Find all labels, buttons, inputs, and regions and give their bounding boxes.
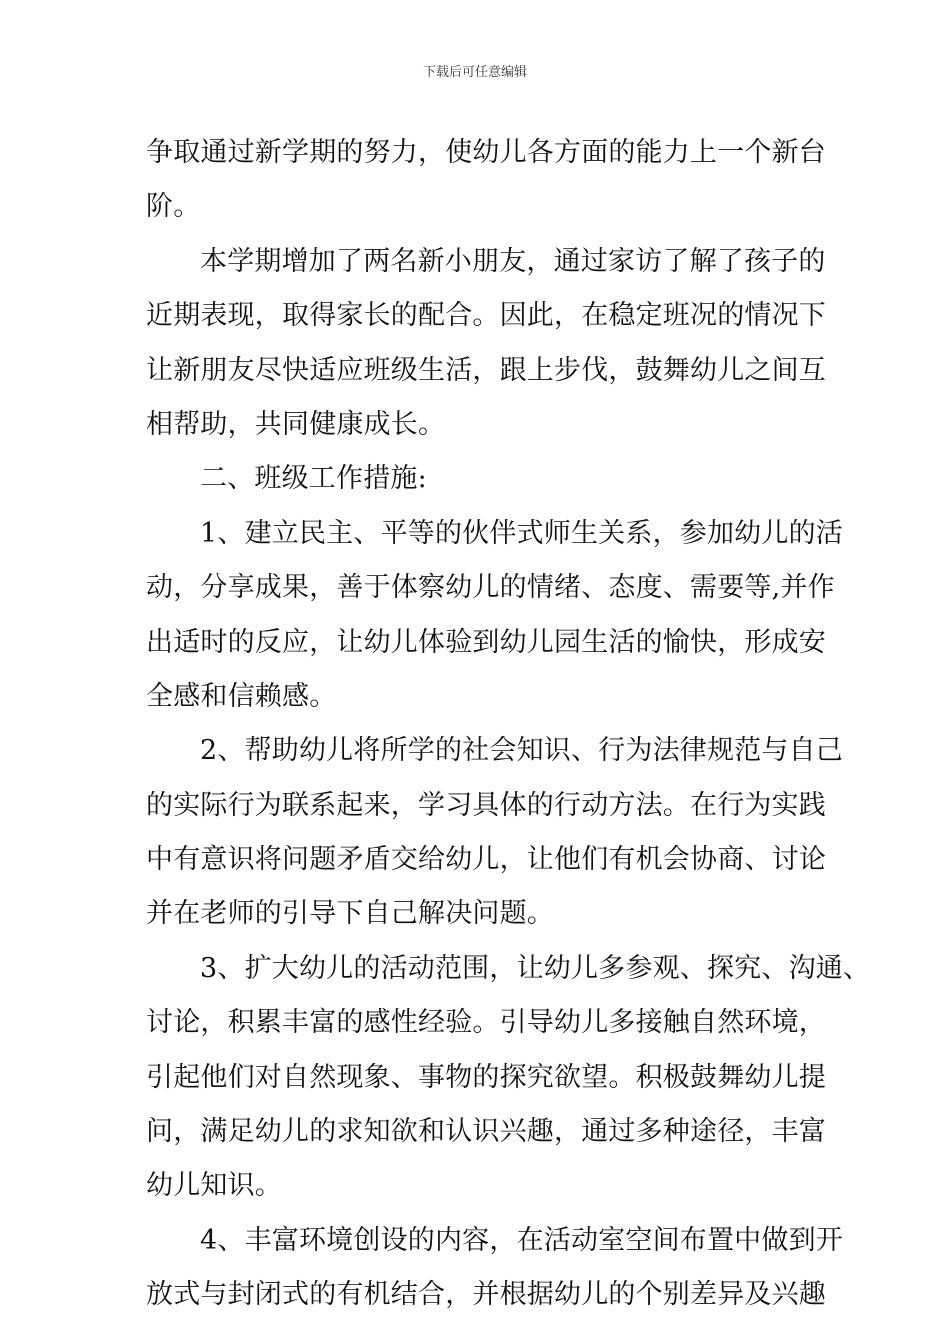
text-line: 的实际行为联系起来，学习具体的行动方法。在行为实践 [146,789,826,821]
text-line: 全感和信赖感。 [146,680,337,712]
paragraph-first-line: 3、扩大幼儿的活动范围，让幼儿多参观、探究、沟通、 [200,952,871,984]
text-line: 中有意识将问题矛盾交给幼儿，让他们有机会协商、讨论 [146,844,826,876]
section-heading: 二、班级工作措施: [200,463,427,495]
page-header-note: 下载后可任意编辑 [422,65,527,80]
text-line: 动，分享成果，善于体察幼儿的情绪、态度、需要等,并作 [146,572,835,604]
text-line: 阶。 [146,191,201,223]
text-line: 幼儿知识。 [146,1170,282,1202]
text-line: 放式与封闭式的有机结合，并根据幼儿的个别差异及兴趣 [146,1279,826,1311]
text-line: 相帮助，共同健康成长。 [146,408,446,440]
paragraph-first-line: 1、建立民主、平等的伙伴式师生关系，参加幼儿的活 [200,517,843,549]
paragraph-first-line: 2、帮助幼儿将所学的社会知识、行为法律规范与自己 [200,735,843,767]
text-line: 出适时的反应，让幼儿体验到幼儿园生活的愉快，形成安 [146,626,826,658]
text-line: 争取通过新学期的努力，使幼儿各方面的能力上一个新台 [146,137,826,168]
document-body [146,126,871,1323]
text-line: 问，满足幼儿的求知欲和认识兴趣，通过多种途径，丰富 [146,1116,826,1148]
text-line: 让新朋友尽快适应班级生活，跟上步伐，鼓舞幼儿之间互 [146,354,826,386]
text-line: 并在老师的引导下自己解决问题。 [146,898,554,930]
text-line: 讨论，积累丰富的感性经验。引导幼儿多接触自然环境， [146,1007,826,1039]
text-line: 近期表现，取得家长的配合。因此，在稳定班况的情况下 [146,300,826,332]
paragraph-first-line: 本学期增加了两名新小朋友，通过家访了解了孩子的 [200,245,826,277]
paragraph-first-line: 4、丰富环境创设的内容，在活动室空间布置中做到开 [200,1224,843,1256]
text-line: 引起他们对自然现象、事物的探究欲望。积极鼓舞幼儿提 [146,1061,826,1093]
